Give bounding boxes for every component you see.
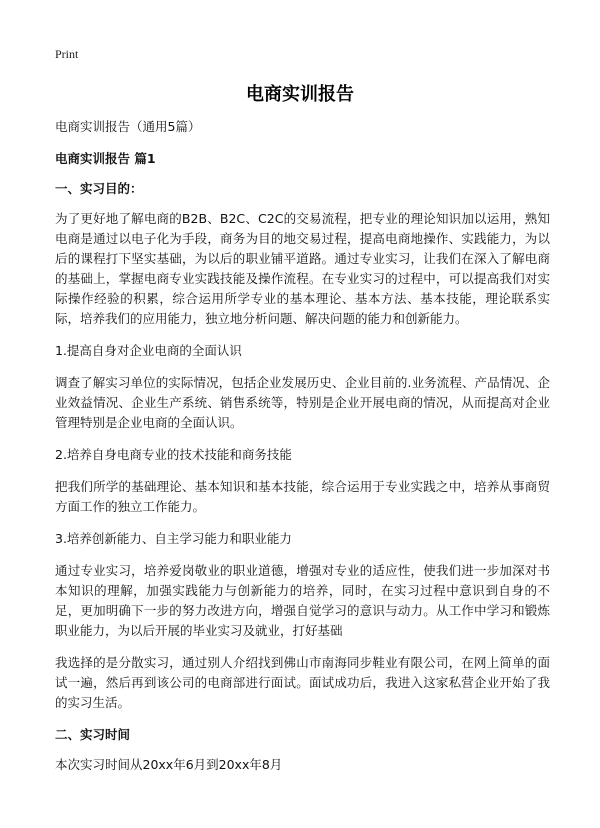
document-title: 电商实训报告 <box>246 84 354 105</box>
section-heading-time: 二、实习时间 <box>55 727 131 742</box>
paragraph-time: 本次实习时间从20xx年6月到20xx年8月 <box>55 757 283 772</box>
paragraph-3: 把我们所学的基础理论、基本知识和基本技能，综合运用于专业实践之中，培养从事商贸方面工作的独立工作能力。 <box>55 479 550 514</box>
section-heading-purpose: 一、实习目的： <box>55 181 143 196</box>
print-label: Print <box>55 47 79 61</box>
subheading-1: 1.提高自身对企业电商的全面认识 <box>55 343 242 358</box>
paragraph-4: 通过专业实习，培养爱岗敬业的职业道德，增强对专业的适应性，使我们进一步加深对书本知识的理解，加强实践能力与创新能力的培养，同时，在实习过程中意识到自身的不足，更加明确下一步的努力改进方向，增强自觉学习的意识与动力。从工作中学习和锻炼职业能力，为以后开展的毕业实习及就业，打好基础 <box>55 563 550 638</box>
paragraph-5: 我选择的是分散实习，通过别人介绍找到佛山市南海同步鞋业有限公司，在网上简单的面试一遍，然后再到该公司的电商部进行面试。面试成功后，我进入这家私营企业开始了我的实习生活。 <box>55 655 550 710</box>
subheading-3: 3.培养创新能力、自主学习能力和职业能力 <box>55 531 292 546</box>
subheading-2: 2.培养自身电商专业的技术技能和商务技能 <box>55 447 292 462</box>
document-subtitle: 电商实训报告（通用5篇） <box>55 119 201 134</box>
paragraph-purpose: 为了更好地了解电商的B2B、B2C、C2C的交易流程，把专业的理论知识加以运用，熟知电商是通过以电子化为手段，商务为目的地交易过程，提高电商地操作、实践能力，为以后的课程打下坚实基础，为以后的职业铺平道路。通过专业实习，让我们在深入了解电商的基础上，掌握电商专业实践技能及操作流程。在专业实习的过程中，可以提高我们对实际操作经验的积累，综合运用所学专业的基本理论、基本方法、基本技能，理论联系实际，培养我们的应用能力，独立地分析问题、解决问题的能力和创新能力。 <box>55 211 550 326</box>
article-title: 电商实训报告 篇1 <box>55 151 156 166</box>
document-body <box>55 117 550 787</box>
paragraph-2: 调查了解实习单位的实际情况，包括企业发展历史、企业目前的.业务流程、产品情况、企业效益情况、企业生产系统、销售系统等，特别是企业开展电商的情况，从而提高对企业管理特别是企业电商的全面认识。 <box>55 375 550 430</box>
